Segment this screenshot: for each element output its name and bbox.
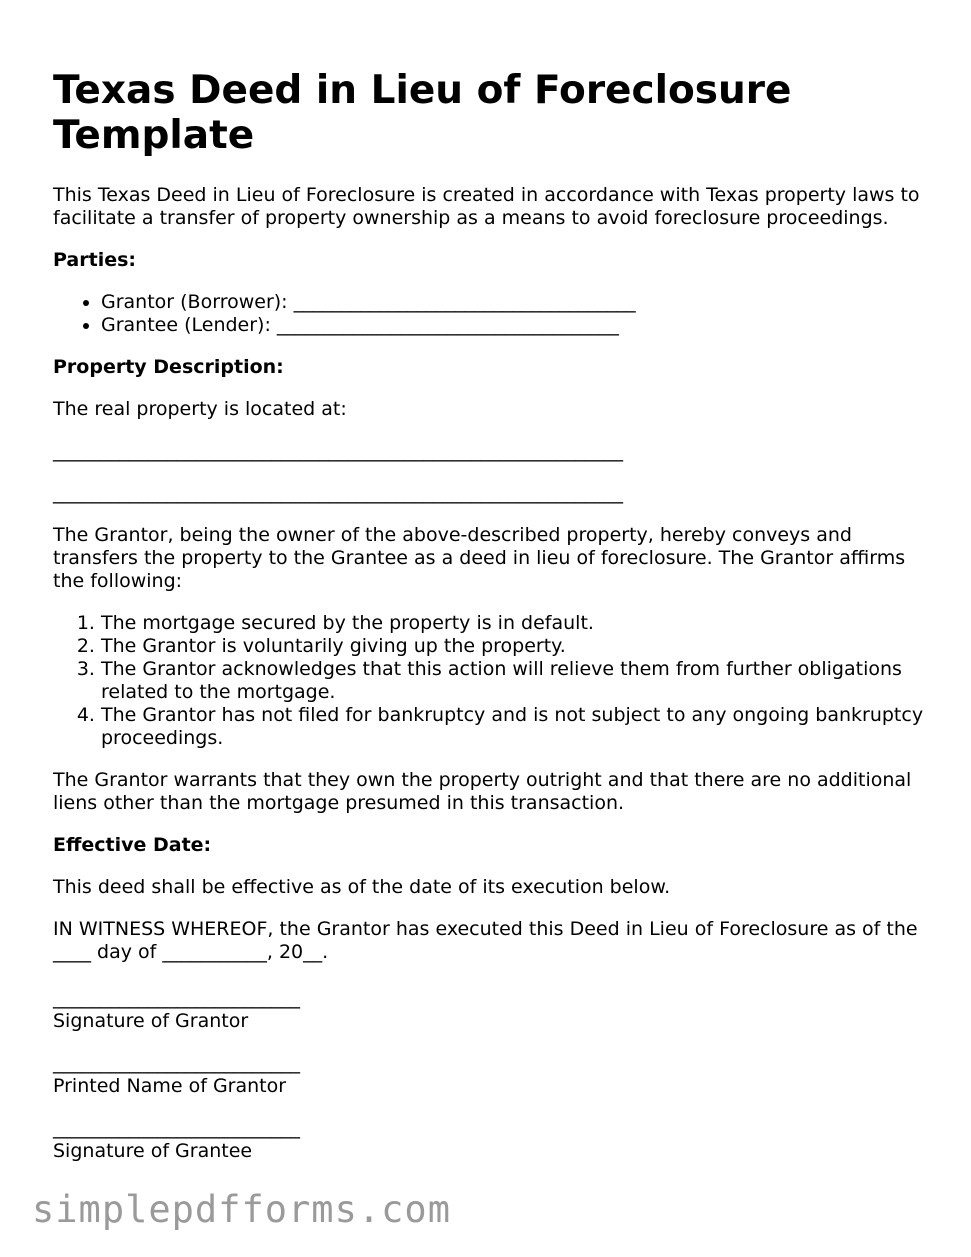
property-blank-line-1: ____________________________________________________________ xyxy=(53,440,623,462)
warranty-paragraph: The Grantor warrants that they own the property outright and that there are no additional liens other than the mortgage presumed in this transaction. xyxy=(53,769,912,814)
signature-line: __________________________ xyxy=(53,1117,300,1139)
property-blank-line-2: ____________________________________________________________ xyxy=(53,482,623,504)
effective-date-heading: Effective Date: xyxy=(53,834,212,856)
signature-block-printed-name xyxy=(53,1052,933,1098)
watermark: simplepdfforms.com xyxy=(32,1188,451,1231)
title-line-2: Template xyxy=(53,113,255,158)
affirmation-item: 2. The Grantor is voluntarily giving up the property. xyxy=(101,635,933,658)
signature-block-grantor xyxy=(53,987,933,1033)
affirmation-item: 4. The Grantor has not filed for bankruptcy and is not subject to any ongoing bankruptcy proceedings. xyxy=(101,704,933,750)
affirmations-list xyxy=(53,612,933,750)
party-grantee: • Grantee (Lender): ____________________________________ xyxy=(101,314,933,337)
signature-block-grantee xyxy=(53,1117,933,1163)
affirmation-item: 1. The mortgage secured by the property is in default. xyxy=(101,612,933,635)
parties-list xyxy=(53,291,933,337)
signature-line: __________________________ xyxy=(53,1052,300,1074)
property-location-text: The real property is located at: xyxy=(53,398,347,420)
witness-paragraph: IN WITNESS WHEREOF, the Grantor has executed this Deed in Lieu of Foreclosure as of the ____ day of ___________, 20__. xyxy=(53,918,918,963)
document-title xyxy=(53,68,933,158)
signature-line: __________________________ xyxy=(53,987,300,1009)
affirmation-item: 3. The Grantor acknowledges that this action will relieve them from further obligations related to the mortgage. xyxy=(101,658,933,704)
party-grantor: • Grantor (Borrower): ____________________________________ xyxy=(101,291,933,314)
parties-heading: Parties: xyxy=(53,249,136,271)
signature-label: Signature of Grantee xyxy=(53,1140,253,1162)
property-heading: Property Description: xyxy=(53,356,284,378)
title-line-1: Texas Deed in Lieu of Foreclosure xyxy=(53,68,792,113)
effective-date-text: This deed shall be effective as of the date of its execution below. xyxy=(53,876,671,898)
signature-label: Printed Name of Grantor xyxy=(53,1075,287,1097)
document-page xyxy=(53,68,933,1182)
intro-paragraph: This Texas Deed in Lieu of Foreclosure is created in accordance with Texas property laws to facilitate a transfer of property ownership as a means to avoid foreclosure proceedings. xyxy=(53,184,920,229)
conveyance-paragraph: The Grantor, being the owner of the above-described property, hereby conveys and transfers the property to the Grantee as a deed in lieu of foreclosure. The Grantor affirms the following: xyxy=(53,524,906,592)
signature-label: Signature of Grantor xyxy=(53,1010,249,1032)
